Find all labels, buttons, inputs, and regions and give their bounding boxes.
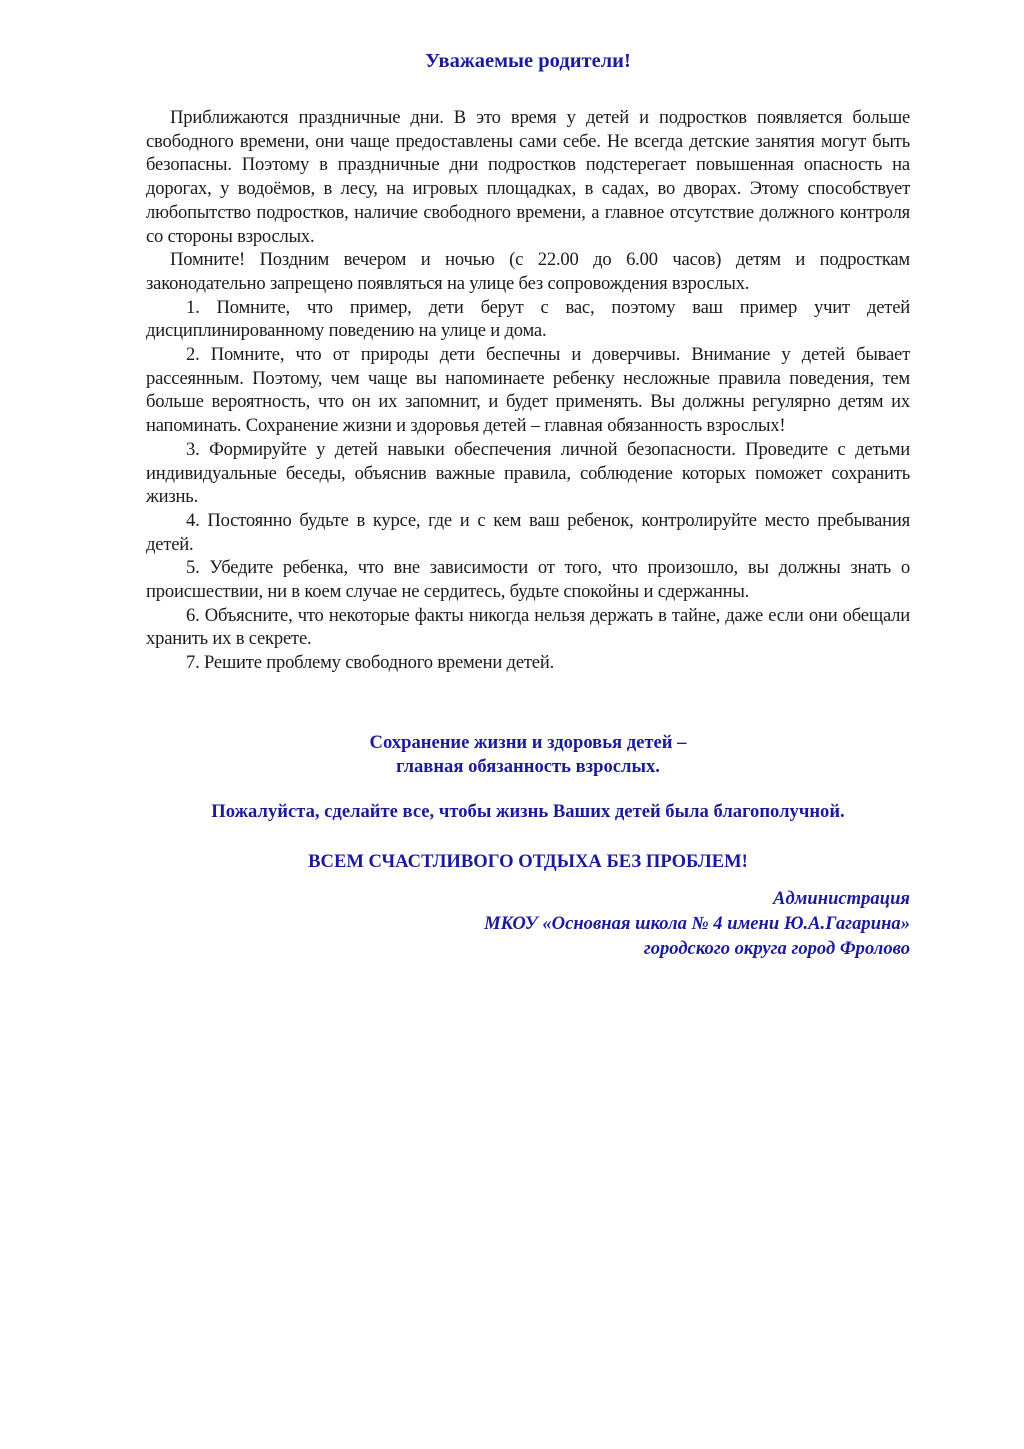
list-item: 5. Убедите ребенка, что вне зависимости от того, что произошло, вы должны знать о происшествии, ни в коем случае не сердитесь, будьте спокойны и сдержанны. bbox=[146, 557, 910, 603]
list-item: 6. Объясните, что некоторые факты никогда нельзя держать в тайне, даже если они обещали хранить их в секрете. bbox=[146, 604, 910, 650]
motto bbox=[146, 731, 910, 779]
list-item: 1. Помните, что пример, дети берут с вас, поэтому ваш пример учит детей дисциплинированному поведению на улице и дома. bbox=[146, 296, 910, 342]
list-item: 3. Формируйте у детей навыки обеспечения личной безопасности. Проведите с детьми индивидуальные беседы, объяснив важные правила, соблюдение которых поможет сохранить жизнь. bbox=[146, 438, 910, 508]
list-item: 7. Решите проблему свободного времени детей. bbox=[186, 652, 555, 674]
list-item: 4. Постоянно будьте в курсе, где и с кем ваш ребенок, контролируйте место пребывания детей. bbox=[146, 509, 910, 555]
curfew-paragraph: Помните! Поздним вечером и ночью (с 22.00 до 6.00 часов) детям и подросткам законодательно запрещено появляться на улице без сопровождения взрослых. bbox=[146, 249, 910, 294]
please-line: Пожалуйста, сделайте все, чтобы жизнь Ваших детей была благополучной. bbox=[211, 801, 845, 822]
motto-line-1: Сохранение жизни и здоровья детей – bbox=[369, 732, 687, 753]
wish-line: ВСЕМ СЧАСТЛИВОГО ОТДЫХА БЕЗ ПРОБЛЕМ! bbox=[308, 851, 748, 872]
signature-line-3: городского округа город Фролово bbox=[643, 938, 910, 959]
signature-block bbox=[146, 886, 910, 961]
signature-line-1: Администрация bbox=[773, 888, 910, 909]
motto-line-2: главная обязанность взрослых. bbox=[396, 756, 660, 777]
document-title: Уважаемые родители! bbox=[425, 50, 631, 72]
list-item: 2. Помните, что от природы дети беспечны и доверчивы. Внимание у детей бывает рассеянным. Поэтому, чем чаще вы напоминаете ребенку несложные правила поведения, тем больше вероятность, что он их запомнит, и будет применять. Вы должны регулярно детям их напоминать. Сохранение жизни и здоровья детей – главная обязанность взрослых! bbox=[146, 344, 910, 437]
signature-line-2: МКОУ «Основная школа № 4 имени Ю.А.Гагарина» bbox=[484, 913, 910, 934]
document-body bbox=[146, 106, 910, 675]
intro-paragraph: Приближаются праздничные дни. В это время у детей и подростков появляется больше свободного времени, они чаще предоставлены сами себе. Не всегда детские занятия могут быть безопасны. Поэтому в праздничные дни подростков подстерегает повышенная опасность на дорогах, у водоёмов, в лесу, на игровых площадках, в садах, во дворах. Этому способствует любопытство подростков, наличие свободного времени, а главное отсутствие должного контроля со стороны взрослых. bbox=[146, 107, 910, 247]
